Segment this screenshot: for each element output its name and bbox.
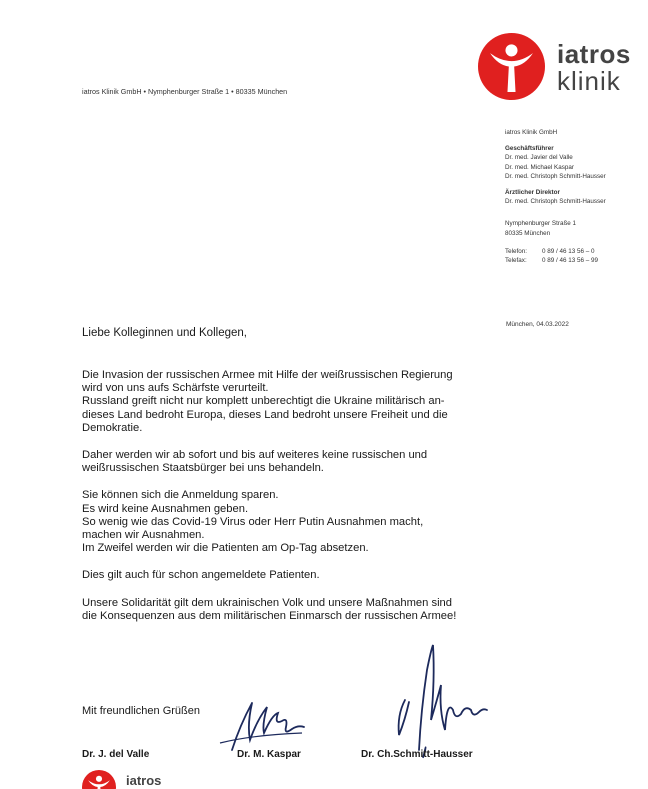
text-line: Unsere Solidarität gilt dem ukrainischen Volk und unsere Maßnahmen sind	[82, 596, 453, 609]
text-line: Daher werden wir ab sofort und bis auf weiteres keine russischen und	[82, 449, 428, 462]
paragraph	[82, 489, 502, 555]
person-circle-logo-icon	[478, 33, 545, 100]
management-title: Geschäftsführer	[505, 145, 554, 153]
iatros-logo	[478, 33, 638, 109]
fax-label: Telefax:	[505, 257, 527, 265]
medical-director-title: Ärztlicher Direktor	[505, 189, 560, 197]
sidebar-street: Nymphenburger Straße 1	[505, 220, 577, 228]
manager-name: Dr. med. Christoph Schmitt-Hausser	[505, 172, 606, 180]
signatory-schmitt-hausser: Dr. Ch.Schmitt-Hausser	[361, 749, 473, 760]
manager-name: Dr. med. Michael Kaspar	[505, 163, 574, 171]
signature-kaspar	[212, 685, 322, 755]
letterhead-sidebar	[505, 128, 645, 272]
person-circle-logo-icon	[82, 770, 116, 789]
text-line: So wenig wie das Covid-19 Virus oder Herr Putin Ausnahmen macht,	[82, 515, 424, 528]
text-line: wird von uns aufs Schärfste verurteilt.	[82, 382, 269, 395]
sidebar-company: iatros Klinik GmbH	[505, 129, 558, 136]
paragraph	[82, 369, 502, 435]
footer-logo	[82, 770, 172, 789]
footer-logo-word: iatros	[126, 773, 162, 788]
phone-number: 0 89 / 46 13 56 – 0	[542, 247, 595, 255]
text-line: machen wir Ausnahmen.	[82, 529, 205, 542]
phone-label: Telefon:	[505, 247, 528, 255]
signatory-kaspar: Dr. M. Kaspar	[237, 749, 301, 760]
sidebar-city: 80335 München	[505, 229, 551, 237]
text-line: Sie können sich die Anmeldung sparen.	[82, 489, 279, 502]
signature-schmitt-hausser	[375, 640, 500, 765]
paragraph	[82, 597, 502, 623]
text-line: dieses Land bedroht Europa, dieses Land bedroht unsere Freiheit und die	[82, 408, 448, 421]
text-line: Es wird keine Ausnahmen geben.	[82, 502, 249, 515]
text-line: Die Invasion der russischen Armee mit Hilfe der weißrussischen Regierung	[82, 369, 453, 381]
manager-name: Dr. med. Javier del Valle	[505, 154, 573, 162]
text-line: Dies gilt auch für schon angemeldete Patienten.	[82, 569, 320, 582]
salutation: Liebe Kolleginnen und Kollegen,	[82, 327, 247, 339]
closing: Mit freundlichen Grüßen	[82, 705, 200, 717]
text-line: Im Zweifel werden wir die Patienten am Op-Tag absetzen.	[82, 542, 369, 555]
letter-date: München, 04.03.2022	[506, 321, 569, 328]
logo-word-iatros: iatros	[557, 39, 631, 69]
fax-number: 0 89 / 46 13 56 – 99	[542, 257, 599, 265]
paragraph	[82, 569, 502, 582]
text-line: Russland greift nicht nur komplett unberechtigt die Ukraine militärisch an-	[82, 395, 445, 408]
logo-word-klinik: klinik	[557, 66, 621, 96]
text-line: die Konsequenzen aus dem militärischen Einmarsch der russischen Armee!	[82, 609, 457, 622]
text-line: Demokratie.	[82, 421, 143, 434]
letter-body	[82, 369, 502, 637]
sender-address-line: iatros Klinik GmbH • Nymphenburger Straße 1 • 80335 München	[82, 87, 288, 96]
paragraph	[82, 449, 502, 475]
text-line: weißrussischen Staatsbürger bei uns behandeln.	[82, 462, 324, 475]
medical-director-name: Dr. med. Christoph Schmitt-Hausser	[505, 198, 606, 206]
signatory-del-valle: Dr. J. del Valle	[82, 749, 150, 760]
